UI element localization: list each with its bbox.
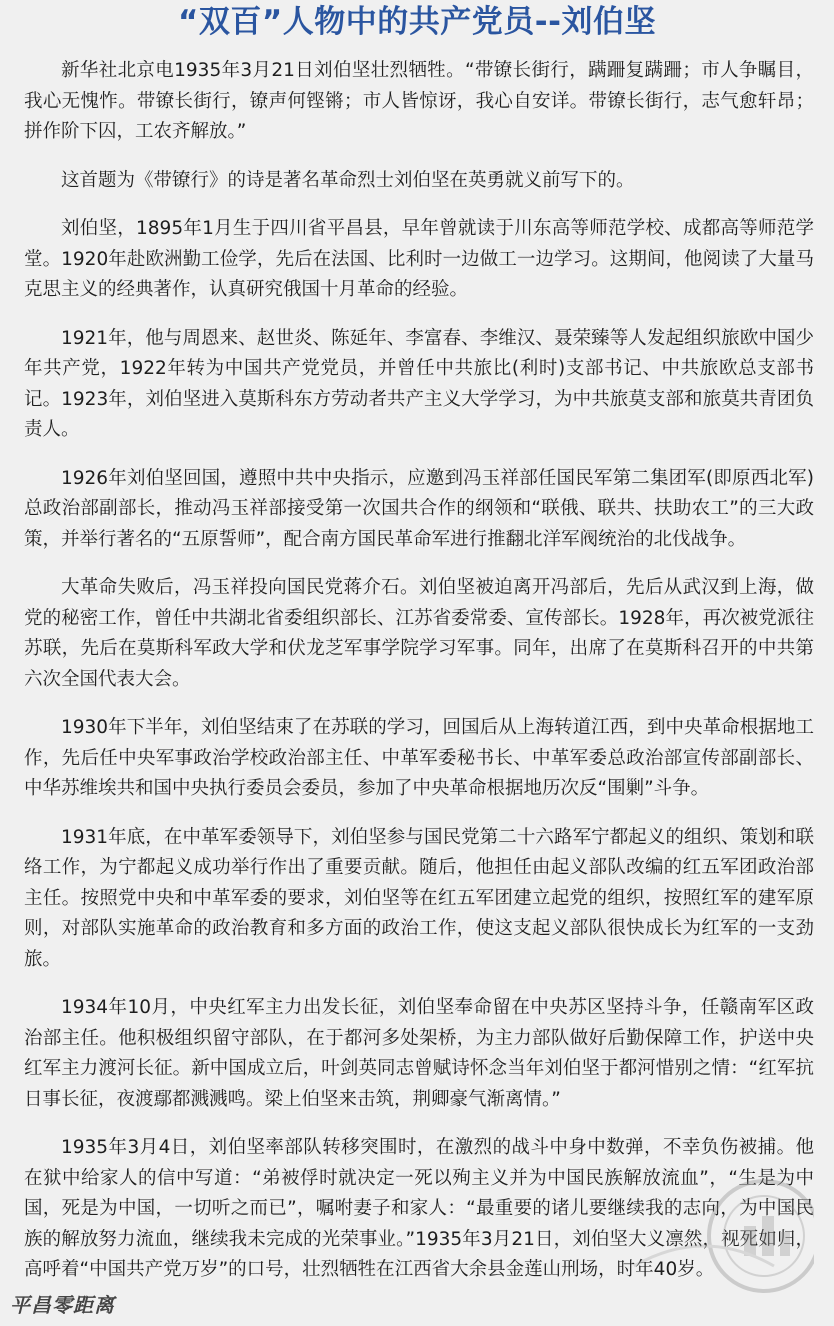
paragraph: 1926年刘伯坚回国，遵照中共中央指示，应邀到冯玉祥部任国民军第二集团军(即原西北军)总政治部副部长，推动冯玉祥部接受第一次国共合作的纲领和“联俄、联共、扶助农工”的三大政策，并举行著名的“五原誓师”，配合南方国民革命军进行推翻北洋军阀统治的北伐战争。	[24, 467, 814, 550]
paragraph: 这首题为《带镣行》的诗是著名革命烈士刘伯坚在英勇就义前写下的。	[61, 169, 635, 191]
paragraph: 1935年3月4日，刘伯坚率部队转移突围时，在激烈的战斗中身中数弹，不幸负伤被捕。他在狱中给家人的信中写道：“弟被俘时就决定一死以殉主义并为中国民族解放流血”，“生是为中国，死是为中国，一切听之而已”，嘱咐妻子和家人：“最重要的诸儿要继续我的志向，为中国民族的解放努力流血，继续我未完成的光荣事业。”1935年3月21日，刘伯坚大义凛然，视死如归，高呼着“中国共产党万岁”的口号，壮烈牺牲在江西省大余县金莲山刑场，时年40岁。	[24, 1137, 814, 1280]
source-watermark: 平昌零距离	[10, 1293, 115, 1317]
paragraph: 新华社北京电1935年3月21日刘伯坚壮烈牺牲。“带镣长街行，蹒跚复蹒跚；市人争瞩目，我心无愧怍。带镣长街行，镣声何铿锵；市人皆惊讶，我心自安详。带镣长街行，志气愈轩昂；拼作阶下囚，工农齐解放。”	[24, 60, 814, 142]
paragraph: 1930年下半年，刘伯坚结束了在苏联的学习，回国后从上海转道江西，到中央革命根据地工作，先后任中央军事政治学校政治部主任、中革军委秘书长、中革军委总政治部宣传部副部长、中华苏维埃共和国中央执行委员会委员，参加了中央革命根据地历次反“围剿”斗争。	[24, 717, 814, 799]
article-title: “双百”人物中的共产党员--刘伯坚	[178, 4, 656, 40]
paragraph: 1934年10月，中央红军主力出发长征，刘伯坚奉命留在中央苏区坚持斗争，任赣南军区政治部主任。他积极组织留守部队，在于都河多处架桥，为主力部队做好后勤保障工作，护送中央红军主力渡河长征。新中国成立后，叶剑英同志曾赋诗怀念当年刘伯坚于都河惜别之情：“红军抗日事长征，夜渡鄢都溅溅鸣。梁上伯坚来击筑，荆卿豪气渐离情。”	[24, 997, 814, 1110]
article-body	[24, 56, 814, 1304]
paragraph: 1931年底，在中革军委领导下，刘伯坚参与国民党第二十六路军宁都起义的组织、策划和联络工作，为宁都起义成功举行作出了重要贡献。随后，他担任由起义部队改编的红五军团政治部主任。按照党中央和中革军委的要求，刘伯坚等在红五军团建立起党的组织，按照红军的建军原则，对部队实施革命的政治教育和多方面的政治工作，使这支起义部队很快成长为红军的一支劲旅。	[24, 826, 814, 970]
paragraph: 1921年，他与周恩来、赵世炎、陈延年、李富春、李维汉、聂荣臻等人发起组织旅欧中国少年共产党，1922年转为中国共产党党员，并曾任中共旅比(利时)支部书记、中共旅欧总支部书记。1923年，刘伯坚进入莫斯科东方劳动者共产主义大学学习，为中共旅莫支部和旅莫共青团负责人。	[24, 327, 814, 440]
paragraph: 大革命失败后，冯玉祥投向国民党蒋介石。刘伯坚被迫离开冯部后，先后从武汉到上海，做党的秘密工作，曾任中共湖北省委组织部长、江苏省委常委、宣传部长。1928年，再次被党派往苏联，先后在莫斯科军政大学和伏龙芝军事学院学习军事。同年，出席了在莫斯科召开的中共第六次全国代表大会。	[24, 577, 814, 690]
paragraph: 刘伯坚，1895年1月生于四川省平昌县，早年曾就读于川东高等师范学校、成都高等师范学堂。1920年赴欧洲勤工俭学，先后在法国、比利时一边做工一边学习。这期间，他阅读了大量马克思主义的经典著作，认真研究俄国十月革命的经验。	[24, 218, 814, 300]
logo-watermark-icon	[624, 1166, 814, 1296]
